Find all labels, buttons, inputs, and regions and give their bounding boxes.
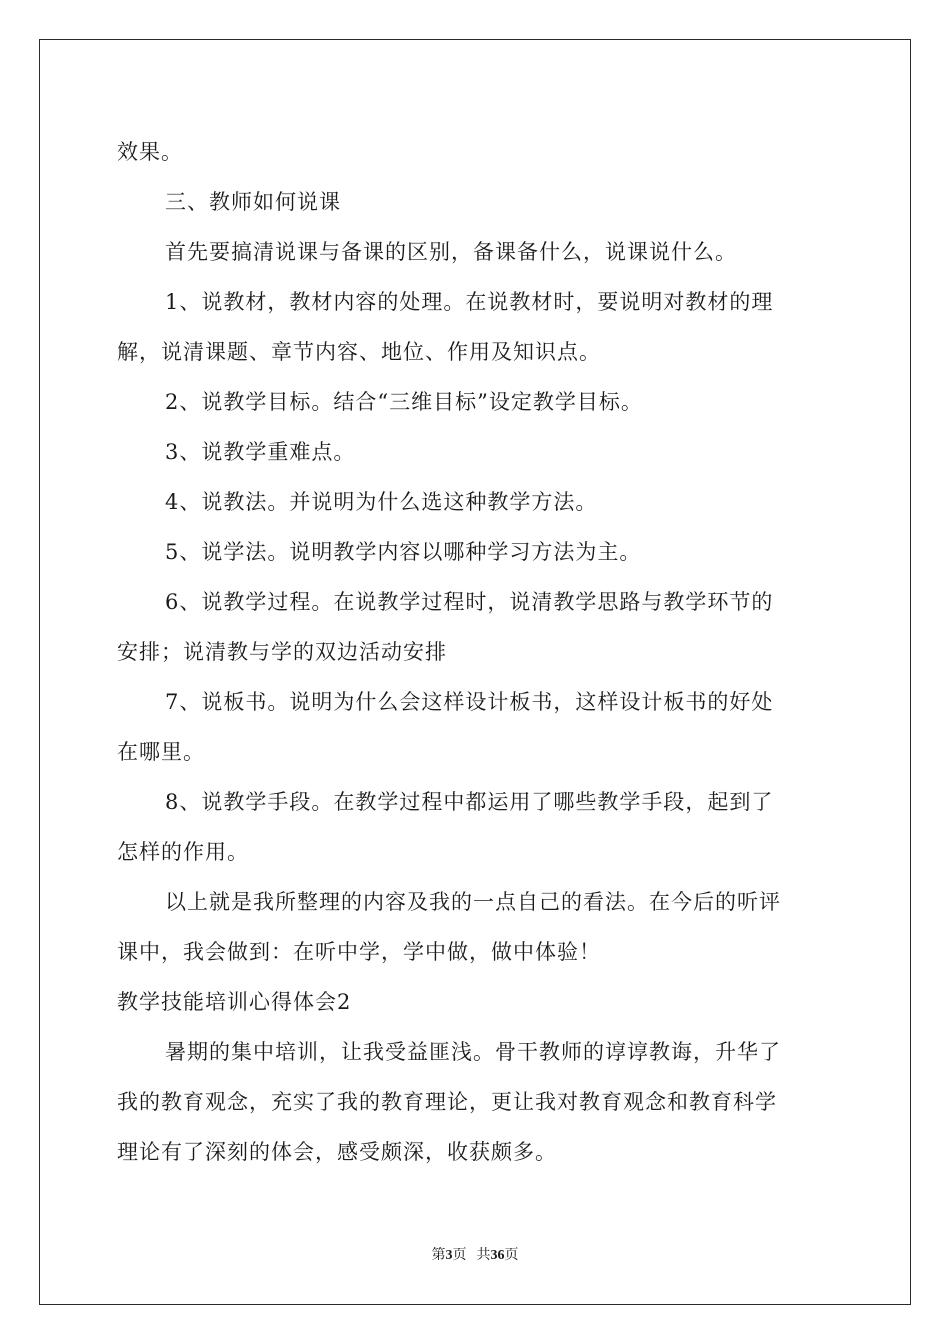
document-body bbox=[117, 127, 837, 1177]
text-line: 课中，我会做到：在听中学，学中做，做中体验！ bbox=[117, 940, 601, 964]
text-line: 以上就是我所整理的内容及我的一点自己的看法。在今后的听评 bbox=[165, 890, 781, 914]
list-item-8: 8、说教学手段。在教学过程中都运用了哪些教学手段，起到了 bbox=[165, 790, 774, 814]
text-line: 效果。 bbox=[117, 140, 183, 164]
text-line: 理论有了深刻的体会，感受颇深，收获颇多。 bbox=[117, 1140, 557, 1164]
page-prefix: 第 bbox=[431, 1247, 446, 1263]
list-item-5: 5、说学法。说明教学内容以哪种学习方法为主。 bbox=[165, 540, 642, 564]
text-line: 暑期的集中培训，让我受益匪浅。骨干教师的谆谆教诲，升华了 bbox=[165, 1040, 781, 1064]
list-item-6: 6、说教学过程。在说教学过程时，说清教学思路与教学环节的 bbox=[165, 590, 774, 614]
text-line: 在哪里。 bbox=[117, 740, 205, 764]
total-pages: 36 bbox=[490, 1248, 505, 1263]
text-line: 我的教育观念，充实了我的教育理论，更让我对教育观念和教育科学 bbox=[117, 1090, 777, 1114]
list-item-2: 2、说教学目标。结合“三维目标”设定教学目标。 bbox=[165, 390, 643, 414]
text-line: 解，说清课题、章节内容、地位、作用及知识点。 bbox=[117, 340, 601, 364]
section-heading: 三、教师如何说课 bbox=[165, 190, 341, 214]
total-prefix: 共 bbox=[476, 1247, 491, 1263]
text-line: 怎样的作用。 bbox=[117, 840, 249, 864]
list-item-3: 3、说教学重难点。 bbox=[165, 440, 356, 464]
list-item-1: 1、说教材，教材内容的处理。在说教材时，要说明对教材的理 bbox=[165, 290, 774, 314]
total-suffix: 页 bbox=[504, 1247, 519, 1263]
text-line: 首先要搞清说课与备课的区别，备课备什么，说课说什么。 bbox=[165, 240, 737, 264]
page-footer bbox=[0, 1245, 950, 1266]
page-number: 3 bbox=[445, 1248, 453, 1263]
list-item-7: 7、说板书。说明为什么会这样设计板书，这样设计板书的好处 bbox=[165, 690, 774, 714]
text-line: 安排；说清教与学的双边活动安排 bbox=[117, 640, 447, 664]
list-item-4: 4、说教法。并说明为什么选这种教学方法。 bbox=[165, 490, 598, 514]
article-title: 教学技能培训心得体会2 bbox=[117, 990, 352, 1014]
page-suffix: 页 bbox=[452, 1247, 467, 1263]
